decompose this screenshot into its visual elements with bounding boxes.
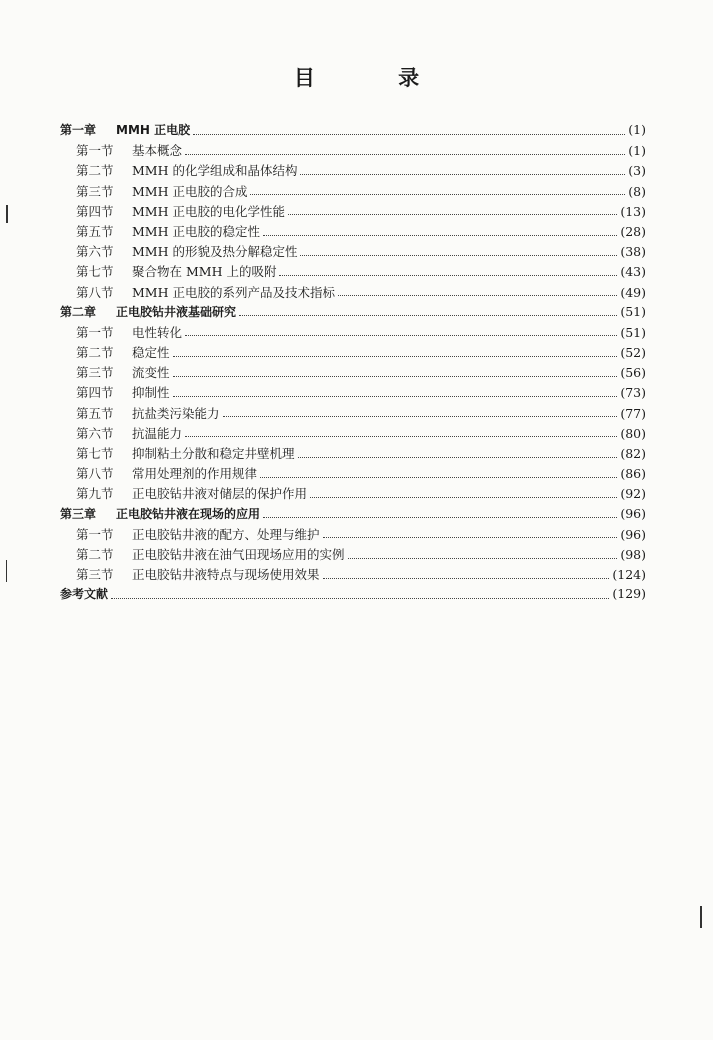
entry-title: 基本概念 xyxy=(132,143,183,159)
entry-page-number: (96) xyxy=(620,505,646,521)
entry-number: 第二章 xyxy=(60,304,97,319)
entry-title: 稳定性 xyxy=(132,345,170,361)
toc-section-entry xyxy=(60,363,646,383)
dot-leader xyxy=(173,368,618,377)
entry-title: 抗温能力 xyxy=(132,425,183,441)
entry-number: 第二节 xyxy=(76,163,114,179)
entry-page-number: (49) xyxy=(620,284,646,300)
entry-page-number: (73) xyxy=(620,385,646,401)
dot-leader xyxy=(223,408,618,417)
dot-leader xyxy=(111,590,609,599)
entry-title: 抑制性 xyxy=(132,385,170,401)
dot-leader xyxy=(310,489,617,498)
entry-page-number: (3) xyxy=(628,163,646,179)
entry-page-number: (1) xyxy=(628,143,646,159)
entry-title: MMH 的化学组成和晶体结构 xyxy=(132,163,298,179)
entry-page-number: (52) xyxy=(620,345,646,361)
entry-number: 第四节 xyxy=(76,203,114,219)
toc-section-entry xyxy=(60,242,646,262)
entry-title: 参考文献 xyxy=(60,587,109,602)
entry-page-number: (124) xyxy=(612,567,646,583)
dot-leader xyxy=(260,469,617,478)
toc-section-entry xyxy=(60,343,646,363)
page-title: 目 录 xyxy=(293,66,458,90)
toc-section-entry xyxy=(60,141,646,161)
entry-page-number: (77) xyxy=(620,405,646,421)
entry-title: 正电胶钻井液对储层的保护作用 xyxy=(132,486,308,502)
toc-chapter-entry xyxy=(60,585,646,605)
entry-number: 第三节 xyxy=(76,183,114,199)
toc-section-entry xyxy=(60,525,646,545)
toc-section-entry xyxy=(60,202,646,222)
dot-leader xyxy=(173,348,618,357)
entry-number: 第六节 xyxy=(76,425,114,441)
entry-number: 第一章 xyxy=(60,123,97,137)
entry-number: 第七节 xyxy=(76,446,114,461)
entry-page-number: (28) xyxy=(620,223,646,239)
toc-chapter-entry xyxy=(60,303,646,323)
scan-artifact-mark xyxy=(6,205,8,223)
entry-title: 正电胶钻井液的配方、处理与维护 xyxy=(132,526,320,542)
entry-number: 第七节 xyxy=(76,264,114,280)
dot-leader xyxy=(263,509,617,518)
entry-page-number: (96) xyxy=(620,526,646,542)
toc-chapter-entry xyxy=(60,121,646,141)
toc-section-entry xyxy=(60,545,646,565)
entry-title: 常用处理剂的作用规律 xyxy=(132,466,258,482)
entry-title: MMH 的形貌及热分解稳定性 xyxy=(132,244,298,260)
entry-page-number: (13) xyxy=(620,203,646,219)
entry-page-number: (92) xyxy=(620,486,646,502)
entry-page-number: (56) xyxy=(620,365,646,381)
entry-number: 第三章 xyxy=(60,506,97,521)
entry-title: MMH 正电胶的电化学性能 xyxy=(132,203,285,219)
entry-number: 第六节 xyxy=(76,244,114,260)
entry-number: 第三节 xyxy=(76,365,114,381)
entry-page-number: (98) xyxy=(620,546,646,562)
dot-leader xyxy=(185,146,625,155)
toc-section-entry xyxy=(60,262,646,282)
dot-leader xyxy=(323,529,618,538)
dot-leader xyxy=(323,570,610,579)
dot-leader xyxy=(239,307,617,316)
entry-page-number: (51) xyxy=(620,324,646,340)
dot-leader xyxy=(288,206,617,215)
entry-page-number: (38) xyxy=(620,244,646,260)
toc-section-entry xyxy=(60,161,646,181)
entry-number: 第八节 xyxy=(76,466,114,482)
entry-title: MMH 正电胶的稳定性 xyxy=(132,223,260,239)
entry-number: 第一节 xyxy=(76,526,114,542)
dot-leader xyxy=(300,166,625,175)
entry-number: 第三节 xyxy=(76,567,114,583)
dot-leader xyxy=(263,227,617,236)
entry-title: 抗盐类污染能力 xyxy=(132,405,220,421)
toc-section-entry xyxy=(60,444,646,464)
toc-section-entry xyxy=(60,464,646,484)
dot-leader xyxy=(300,247,617,256)
entry-page-number: (51) xyxy=(620,303,646,319)
entry-page-number: (8) xyxy=(628,183,646,199)
entry-title: 正电胶钻井液特点与现场使用效果 xyxy=(132,567,320,583)
toc-section-entry xyxy=(60,323,646,343)
entry-title: 抑制粘土分散和稳定井壁机理 xyxy=(132,446,295,461)
toc-section-entry xyxy=(60,404,646,424)
toc-section-entry xyxy=(60,283,646,303)
scan-artifact-mark xyxy=(6,560,7,582)
entry-number: 第九节 xyxy=(76,486,114,502)
entry-title: 正电胶钻井液在油气田现场应用的实例 xyxy=(132,546,345,562)
entry-page-number: (43) xyxy=(620,264,646,280)
entry-number: 第一节 xyxy=(76,143,114,159)
entry-page-number: (129) xyxy=(612,586,646,602)
dot-leader xyxy=(185,327,617,336)
entry-number: 第一节 xyxy=(76,324,114,340)
entry-title: 正电胶钻井液在现场的应用 xyxy=(116,506,261,521)
toc-section-entry xyxy=(60,484,646,504)
dot-leader xyxy=(173,388,618,397)
toc-chapter-entry xyxy=(60,505,646,525)
toc-section-entry xyxy=(60,182,646,202)
dot-leader xyxy=(250,186,625,195)
entry-page-number: (86) xyxy=(620,466,646,482)
entry-number: 第八节 xyxy=(76,284,114,300)
toc-section-entry xyxy=(60,565,646,585)
entry-number: 第四节 xyxy=(76,385,114,401)
entry-title: 电性转化 xyxy=(132,324,183,340)
entry-page-number: (80) xyxy=(620,425,646,441)
entry-page-number: (82) xyxy=(620,446,646,461)
entry-title: MMH 正电胶 xyxy=(116,123,191,137)
entry-number: 第二节 xyxy=(76,546,114,562)
dot-leader xyxy=(298,449,618,458)
toc-section-entry xyxy=(60,383,646,403)
dot-leader xyxy=(338,287,617,296)
dot-leader xyxy=(193,126,625,135)
dot-leader xyxy=(185,428,617,437)
dot-leader xyxy=(348,550,618,559)
dot-leader xyxy=(279,267,617,276)
entry-title: 聚合物在 MMH 上的吸附 xyxy=(132,264,277,280)
entry-title: 流变性 xyxy=(132,365,170,381)
scan-artifact-mark xyxy=(700,906,702,928)
entry-title: MMH 正电胶的合成 xyxy=(132,183,248,199)
entry-number: 第五节 xyxy=(76,405,114,421)
entry-number: 第五节 xyxy=(76,223,114,239)
entry-page-number: (1) xyxy=(628,122,646,137)
table-of-contents xyxy=(60,121,646,606)
entry-title: 正电胶钻井液基础研究 xyxy=(116,304,237,319)
toc-section-entry xyxy=(60,424,646,444)
entry-number: 第二节 xyxy=(76,345,114,361)
entry-title: MMH 正电胶的系列产品及技术指标 xyxy=(132,284,335,300)
toc-section-entry xyxy=(60,222,646,242)
